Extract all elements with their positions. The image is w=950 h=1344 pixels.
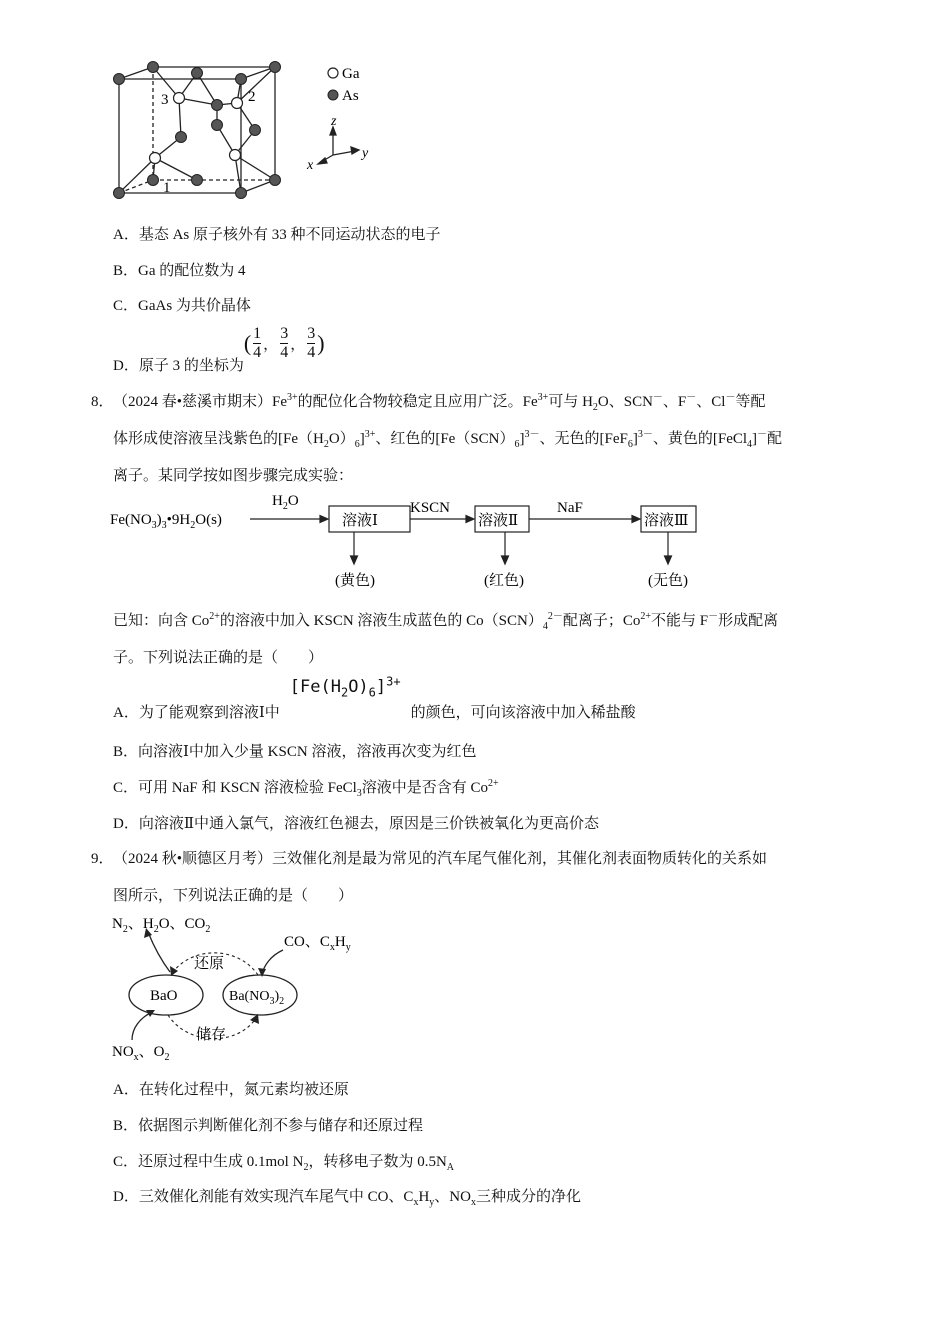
flow-box-solution-1: 溶液Ⅰ — [342, 513, 378, 529]
cycle-reactants: CO、$C_xH_y$ — [284, 934, 351, 953]
q8-known-line1: 已知：向含 $Co^{2+}$的溶液中加入 KSCN 溶液生成蓝色的 $Co(SCN)_4^{2-}$配离子；$Co^{2+}$不能与 F－形成配离 — [113, 611, 779, 632]
q9-option-a: A．在转化过程中，氮元素均被还原 — [113, 1082, 349, 1098]
q8-option-d: D．向溶液Ⅱ中通入氯气，溶液红色褪去，原因是三价铁被氧化为更高价态 — [113, 816, 600, 832]
q8-stem-line1: （2024 春•慈溪市期末）$Fe^{3+}$的配位化合物较稳定且应用广泛。$Fe^{3+}$可与 $H_2O$、SCN－、F－、Cl－等配 — [113, 392, 766, 413]
q8-number: 8． — [91, 394, 114, 410]
q8-stem-line2: 体形成使溶液呈浅紫色的$[Fe(H_2O)_6]^{3+}$、红色的$[Fe(SCN)_6]^{3-}$、无色的$[FeF_6]^{3-}$、黄色的[FeCl$_4$]－配 — [113, 429, 783, 450]
flow-box-solution-2: 溶液Ⅱ — [478, 513, 519, 529]
coord-frac-2: $\frac{3}{4}$ — [280, 325, 289, 361]
experiment-flow-diagram — [110, 490, 710, 594]
gaas-crystal-figure — [105, 55, 385, 205]
cycle-bano3: $Ba(NO_3)_2$ — [229, 989, 285, 1007]
q7-option-d — [113, 326, 325, 375]
cycle-products: $N_2$、$H_2O$、$CO_2$ — [112, 916, 211, 935]
q9-number: 9． — [91, 851, 114, 867]
flow-kscn-label: KSCN — [410, 500, 451, 516]
q9-option-b: B．依据图示判断催化剂不参与储存和还原过程 — [113, 1118, 424, 1134]
hexaaqua-iron-formula: $[Fe(H_2O)_6]^{3+}$ — [289, 674, 401, 700]
atom-label-2: 2 — [248, 89, 256, 105]
q8-option-c: C．可用 NaF 和 KSCN 溶液检验 FeCl$_3$溶液中是否含有 $Co^{2+}$ — [113, 778, 499, 799]
coord-frac-1: $\frac{1}{4}$ — [253, 325, 262, 361]
flow-color-yellow: (黄色) — [335, 573, 375, 589]
q8-known-line2: 子。下列说法正确的是（ ） — [113, 650, 324, 666]
axis-y-label: y — [362, 146, 369, 161]
coord-comma-1: ， — [263, 337, 279, 353]
q7-option-a: A．基态 As 原子核外有 33 种不同运动状态的电子 — [113, 227, 441, 243]
q9-option-d: D．三效催化剂能有效实现汽车尾气中 CO、$C_xH_y$、$NO_x$三种成分的净化 — [113, 1189, 581, 1208]
legend-as: As — [342, 88, 359, 104]
cycle-store-label: 储存 — [196, 1027, 227, 1043]
q7-option-d-prefix: D．原子 3 的坐标为 — [113, 358, 244, 374]
q7-option-b: B．Ga 的配位数为 4 — [113, 263, 246, 279]
flow-start-formula: $Fe(NO_3)_3•9H_2O(s)$ — [110, 512, 222, 531]
axis-z-label: z — [331, 114, 337, 129]
flow-color-red: (红色) — [484, 573, 524, 589]
atom-label-1: 1 — [163, 180, 171, 196]
q9-option-c: C．还原过程中生成 0.1mol $N_2$，转移电子数为 $0.5N_A$ — [113, 1154, 455, 1173]
coord-comma-2: ， — [290, 337, 306, 353]
axis-x-label: x — [307, 158, 314, 173]
flow-h2o-label: $H_2O$ — [272, 493, 299, 512]
catalyst-cycle-diagram — [108, 906, 378, 1066]
flow-naf-label: NaF — [557, 500, 583, 516]
cycle-nox: $NO_x$、$O_2$ — [112, 1044, 170, 1063]
q8-stem-line3: 离子。某同学按如图步骤完成实验： — [113, 468, 354, 484]
q7-option-c: C．GaAs 为共价晶体 — [113, 298, 251, 314]
q9-stem-line1: （2024 秋•顺德区月考）三效催化剂是最为常见的汽车尾气催化剂，其催化剂表面物质转化的关系如 — [113, 851, 768, 867]
q8-option-a: A．为了能观察到溶液Ⅰ中$[Fe(H_2O)_6]^{3+}$的颜色，可向该溶液中加入稀盐酸 — [113, 674, 636, 721]
flow-box-solution-3: 溶液Ⅲ — [644, 513, 689, 529]
coord-frac-3: $\frac{3}{4}$ — [307, 325, 316, 361]
atom-label-3: 3 — [161, 92, 169, 108]
legend-ga: Ga — [342, 66, 360, 82]
cycle-reduce-label: 还原 — [194, 956, 225, 972]
cycle-bao: BaO — [150, 988, 178, 1004]
coord-rparen: ) — [317, 330, 325, 356]
coord-lparen: ( — [243, 330, 252, 356]
q9-stem-line2: 图所示，下列说法正确的是（ ） — [113, 888, 354, 904]
q8-option-b: B．向溶液Ⅰ中加入少量 KSCN 溶液，溶液再次变为红色 — [113, 744, 477, 760]
flow-color-colorless: (无色) — [648, 573, 688, 589]
